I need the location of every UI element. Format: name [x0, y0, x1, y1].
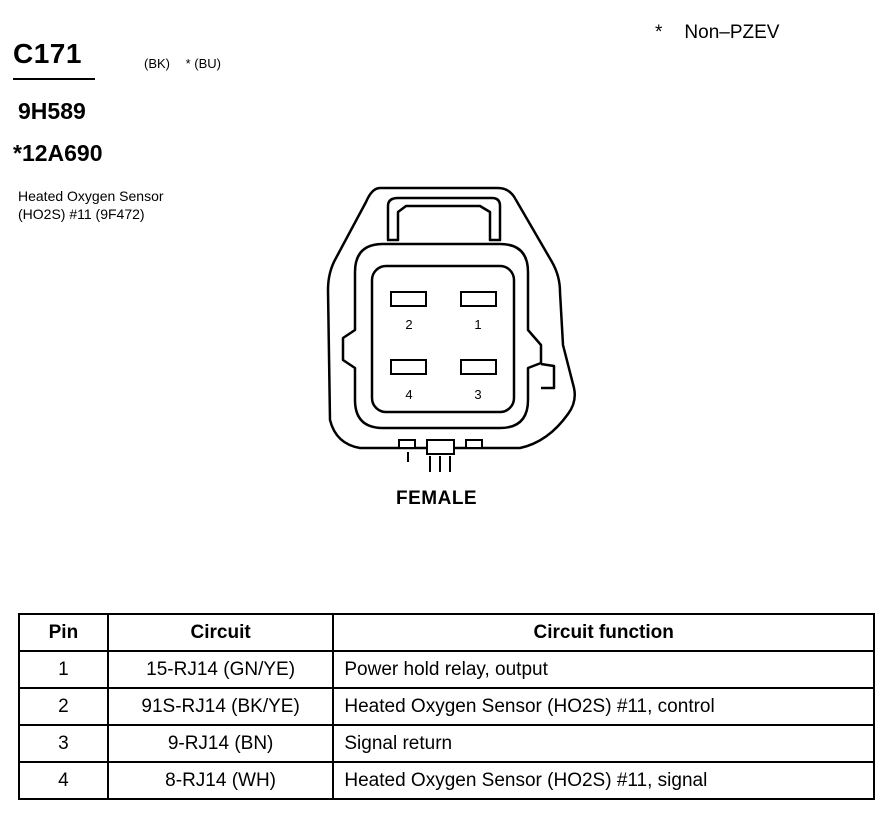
connector-latch	[388, 198, 500, 240]
part-number-primary: 9H589	[18, 98, 86, 124]
pin-label-1: 1	[474, 317, 482, 332]
cell-circuit: 15-RJ14 (GN/YE)	[108, 651, 334, 688]
table-row	[19, 762, 874, 799]
footnote-text: Non–PZEV	[684, 22, 780, 43]
cell-pin: 1	[19, 651, 108, 688]
table-row	[19, 688, 874, 725]
cell-function: Heated Oxygen Sensor (HO2S) #11, control	[333, 688, 874, 725]
pin-terminal-3	[461, 360, 496, 374]
description-line-1: Heated Oxygen Sensor	[18, 188, 164, 204]
color-code-primary: (BK)	[144, 56, 170, 71]
bottom-tab-left	[399, 440, 415, 448]
cell-circuit: 8-RJ14 (WH)	[108, 762, 334, 799]
cell-circuit: 9-RJ14 (BN)	[108, 725, 334, 762]
pin-label-4: 4	[405, 387, 413, 402]
bottom-tab-center	[427, 440, 454, 454]
cell-function: Signal return	[333, 725, 874, 762]
table-row	[19, 725, 874, 762]
connector-outer-shell	[328, 188, 575, 448]
cell-pin: 4	[19, 762, 108, 799]
cell-function: Power hold relay, output	[333, 651, 874, 688]
table-row	[19, 651, 874, 688]
header-circuit-function: Circuit function	[333, 614, 874, 651]
connector-cavity-frame	[372, 266, 514, 412]
description-line-2: (HO2S) #11 (9F472)	[18, 206, 145, 222]
cell-pin: 3	[19, 725, 108, 762]
pin-label-2: 2	[405, 317, 413, 332]
pin-terminal-1	[461, 292, 496, 306]
connector-id: C171	[13, 38, 82, 69]
bottom-tab-right	[466, 440, 482, 448]
cell-function: Heated Oxygen Sensor (HO2S) #11, signal	[333, 762, 874, 799]
pin-label-3: 3	[474, 387, 482, 402]
cell-circuit: 91S-RJ14 (BK/YE)	[108, 688, 334, 725]
header-circuit: Circuit	[108, 614, 334, 651]
pin-terminal-4	[391, 360, 426, 374]
pinout-table	[18, 613, 875, 800]
color-code-alternate: * (BU)	[185, 56, 222, 71]
part-number-alternate: *12A690	[13, 140, 103, 166]
pin-terminal-2	[391, 292, 426, 306]
header-pin: Pin	[19, 614, 108, 651]
cell-pin: 2	[19, 688, 108, 725]
gender-label: FEMALE	[396, 488, 478, 509]
footnote-symbol: *	[655, 22, 663, 43]
table-header-row	[19, 614, 874, 651]
connector-side-key	[541, 364, 554, 388]
